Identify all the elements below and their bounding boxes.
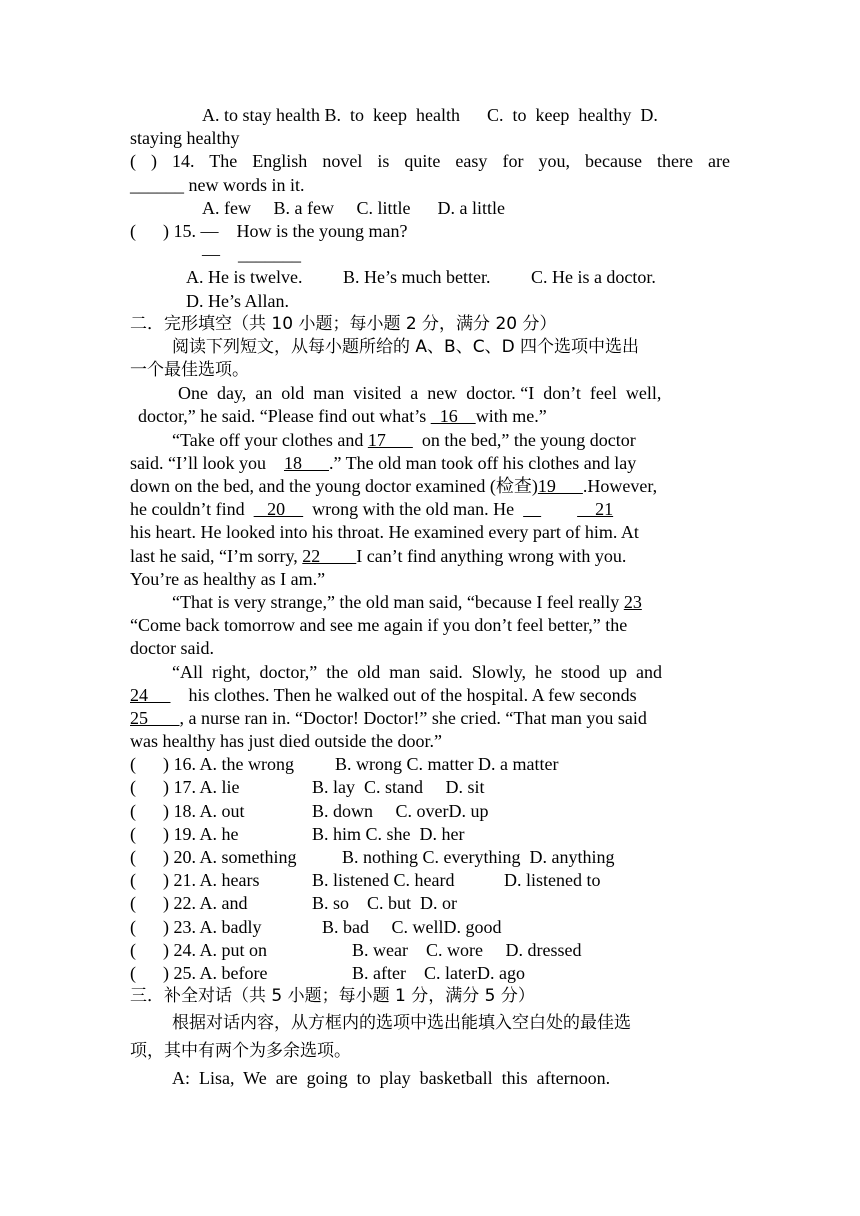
cloze-options-list xyxy=(130,753,730,985)
blank-18: 18 xyxy=(283,452,329,473)
q14-stem: ( ) 14. The English novel is quite easy for you, because there are xyxy=(130,151,730,172)
blank-19: 19 xyxy=(537,476,583,496)
passage-line: You’re as healthy as I am.” xyxy=(130,568,326,589)
cloze-item: ( ) 21. A. hears B. listened C. heard D. listened to xyxy=(130,870,601,891)
passage-line: doctor said. xyxy=(130,638,214,659)
blank-16: 16 xyxy=(430,406,476,427)
cloze-item: ( ) 17. A. lie B. lay C. stand D. sit xyxy=(130,777,485,798)
section3-instruction: 根据对话内容，从方框内的选项中选出能填入空白处的最佳选 xyxy=(172,1013,631,1034)
q14-stem-cont: ______ new words in it. xyxy=(130,174,305,195)
section3-instruction-cont: 项，其中有两个为多余选项。 xyxy=(130,1040,351,1061)
q15-options: A. He is twelve. B. He’s much better. C. He is a doctor. xyxy=(186,267,656,288)
q15-reply-blank: — _______ xyxy=(202,244,301,265)
section3-title: 三．补全对话（共 5 小题；每小题 1 分，满分 5 分） xyxy=(130,986,535,1007)
q13-options-cont: staying healthy xyxy=(130,128,240,149)
passage-line: was healthy has just died outside the door.” xyxy=(130,731,442,752)
cloze-item: ( ) 20. A. something B. nothing C. everything D. anything xyxy=(130,847,615,867)
cloze-item: ( ) 25. A. before B. after C. laterD. ago xyxy=(130,962,525,983)
passage-line: 25 , a nurse ran in. “Doctor! Doctor!” she cried. “That man you said xyxy=(130,707,647,728)
dialog-line: A: Lisa, We are going to play basketball this afternoon. xyxy=(172,1067,611,1088)
section2-title: 二．完形填空（共 10 小题；每小题 2 分，满分 20 分） xyxy=(130,313,557,334)
cloze-item: ( ) 24. A. put on B. wear C. wore D. dressed xyxy=(130,939,582,960)
passage-line: “Come back tomorrow and see me again if you don’t feel better,” the xyxy=(130,615,628,636)
cloze-item: ( ) 19. A. he B. him C. she D. her xyxy=(130,823,465,844)
blank-23: 23 xyxy=(623,591,642,612)
passage-line: “Take off your clothes and 17 on the bed,” the young doctor xyxy=(172,429,636,450)
blank-17: 17 xyxy=(367,429,413,450)
section2-instruction: 阅读下列短文，从每小题所给的 A、B、C、D 四个选项中选出 xyxy=(172,336,640,357)
q13-options: A. to stay health B. to keep health C. to keep healthy D. xyxy=(202,105,658,125)
blank-25: 25 xyxy=(130,707,180,728)
q15-option-d: D. He’s Allan. xyxy=(186,290,289,311)
cloze-item: ( ) 23. A. badly B. bad C. wellD. good xyxy=(130,916,502,937)
passage-line: last he said, “I’m sorry, 22 I can’t find anything wrong with you. xyxy=(130,545,627,566)
passage-line: 24 his clothes. Then he walked out of the hospital. A few seconds xyxy=(130,684,637,705)
blank-21-lead xyxy=(523,499,541,519)
passage-line: his heart. He looked into his throat. He examined every part of him. At xyxy=(130,522,639,543)
blank-24: 24 xyxy=(130,684,171,705)
cloze-item: ( ) 22. A. and B. so C. but D. or xyxy=(130,893,458,914)
passage-line: he couldn’t find 20 wrong with the old man. He 21 xyxy=(130,499,614,520)
cloze-item: ( ) 16. A. the wrong B. wrong C. matter D. a matter xyxy=(130,754,559,775)
passage-line: down on the bed, and the young doctor examined (检查)19 .However, xyxy=(130,476,658,496)
passage-line: said. “I’ll look you 18 .” The old man took off his clothes and lay xyxy=(130,452,637,473)
exam-page xyxy=(130,104,730,1090)
passage-line: “All right, doctor,” the old man said. Slowly, he stood up and xyxy=(172,661,663,682)
q15-stem: ( ) 15. — How is the young man? xyxy=(130,220,408,241)
blank-22: 22 xyxy=(302,545,357,566)
passage-line: doctor,” he said. “Please find out what’s 16 with me.” xyxy=(138,406,547,427)
passage-line: One day, an old man visited a new doctor. “I don’t feel well, xyxy=(178,383,662,404)
cloze-item: ( ) 18. A. out B. down C. overD. up xyxy=(130,800,489,821)
blank-21: 21 xyxy=(577,499,614,520)
passage-line: “That is very strange,” the old man said, “because I feel really 23 xyxy=(172,591,642,612)
blank-20: 20 xyxy=(253,499,304,520)
section2-instruction-cont: 一个最佳选项。 xyxy=(130,360,249,381)
q14-options: A. few B. a few C. little D. a little xyxy=(202,197,505,218)
